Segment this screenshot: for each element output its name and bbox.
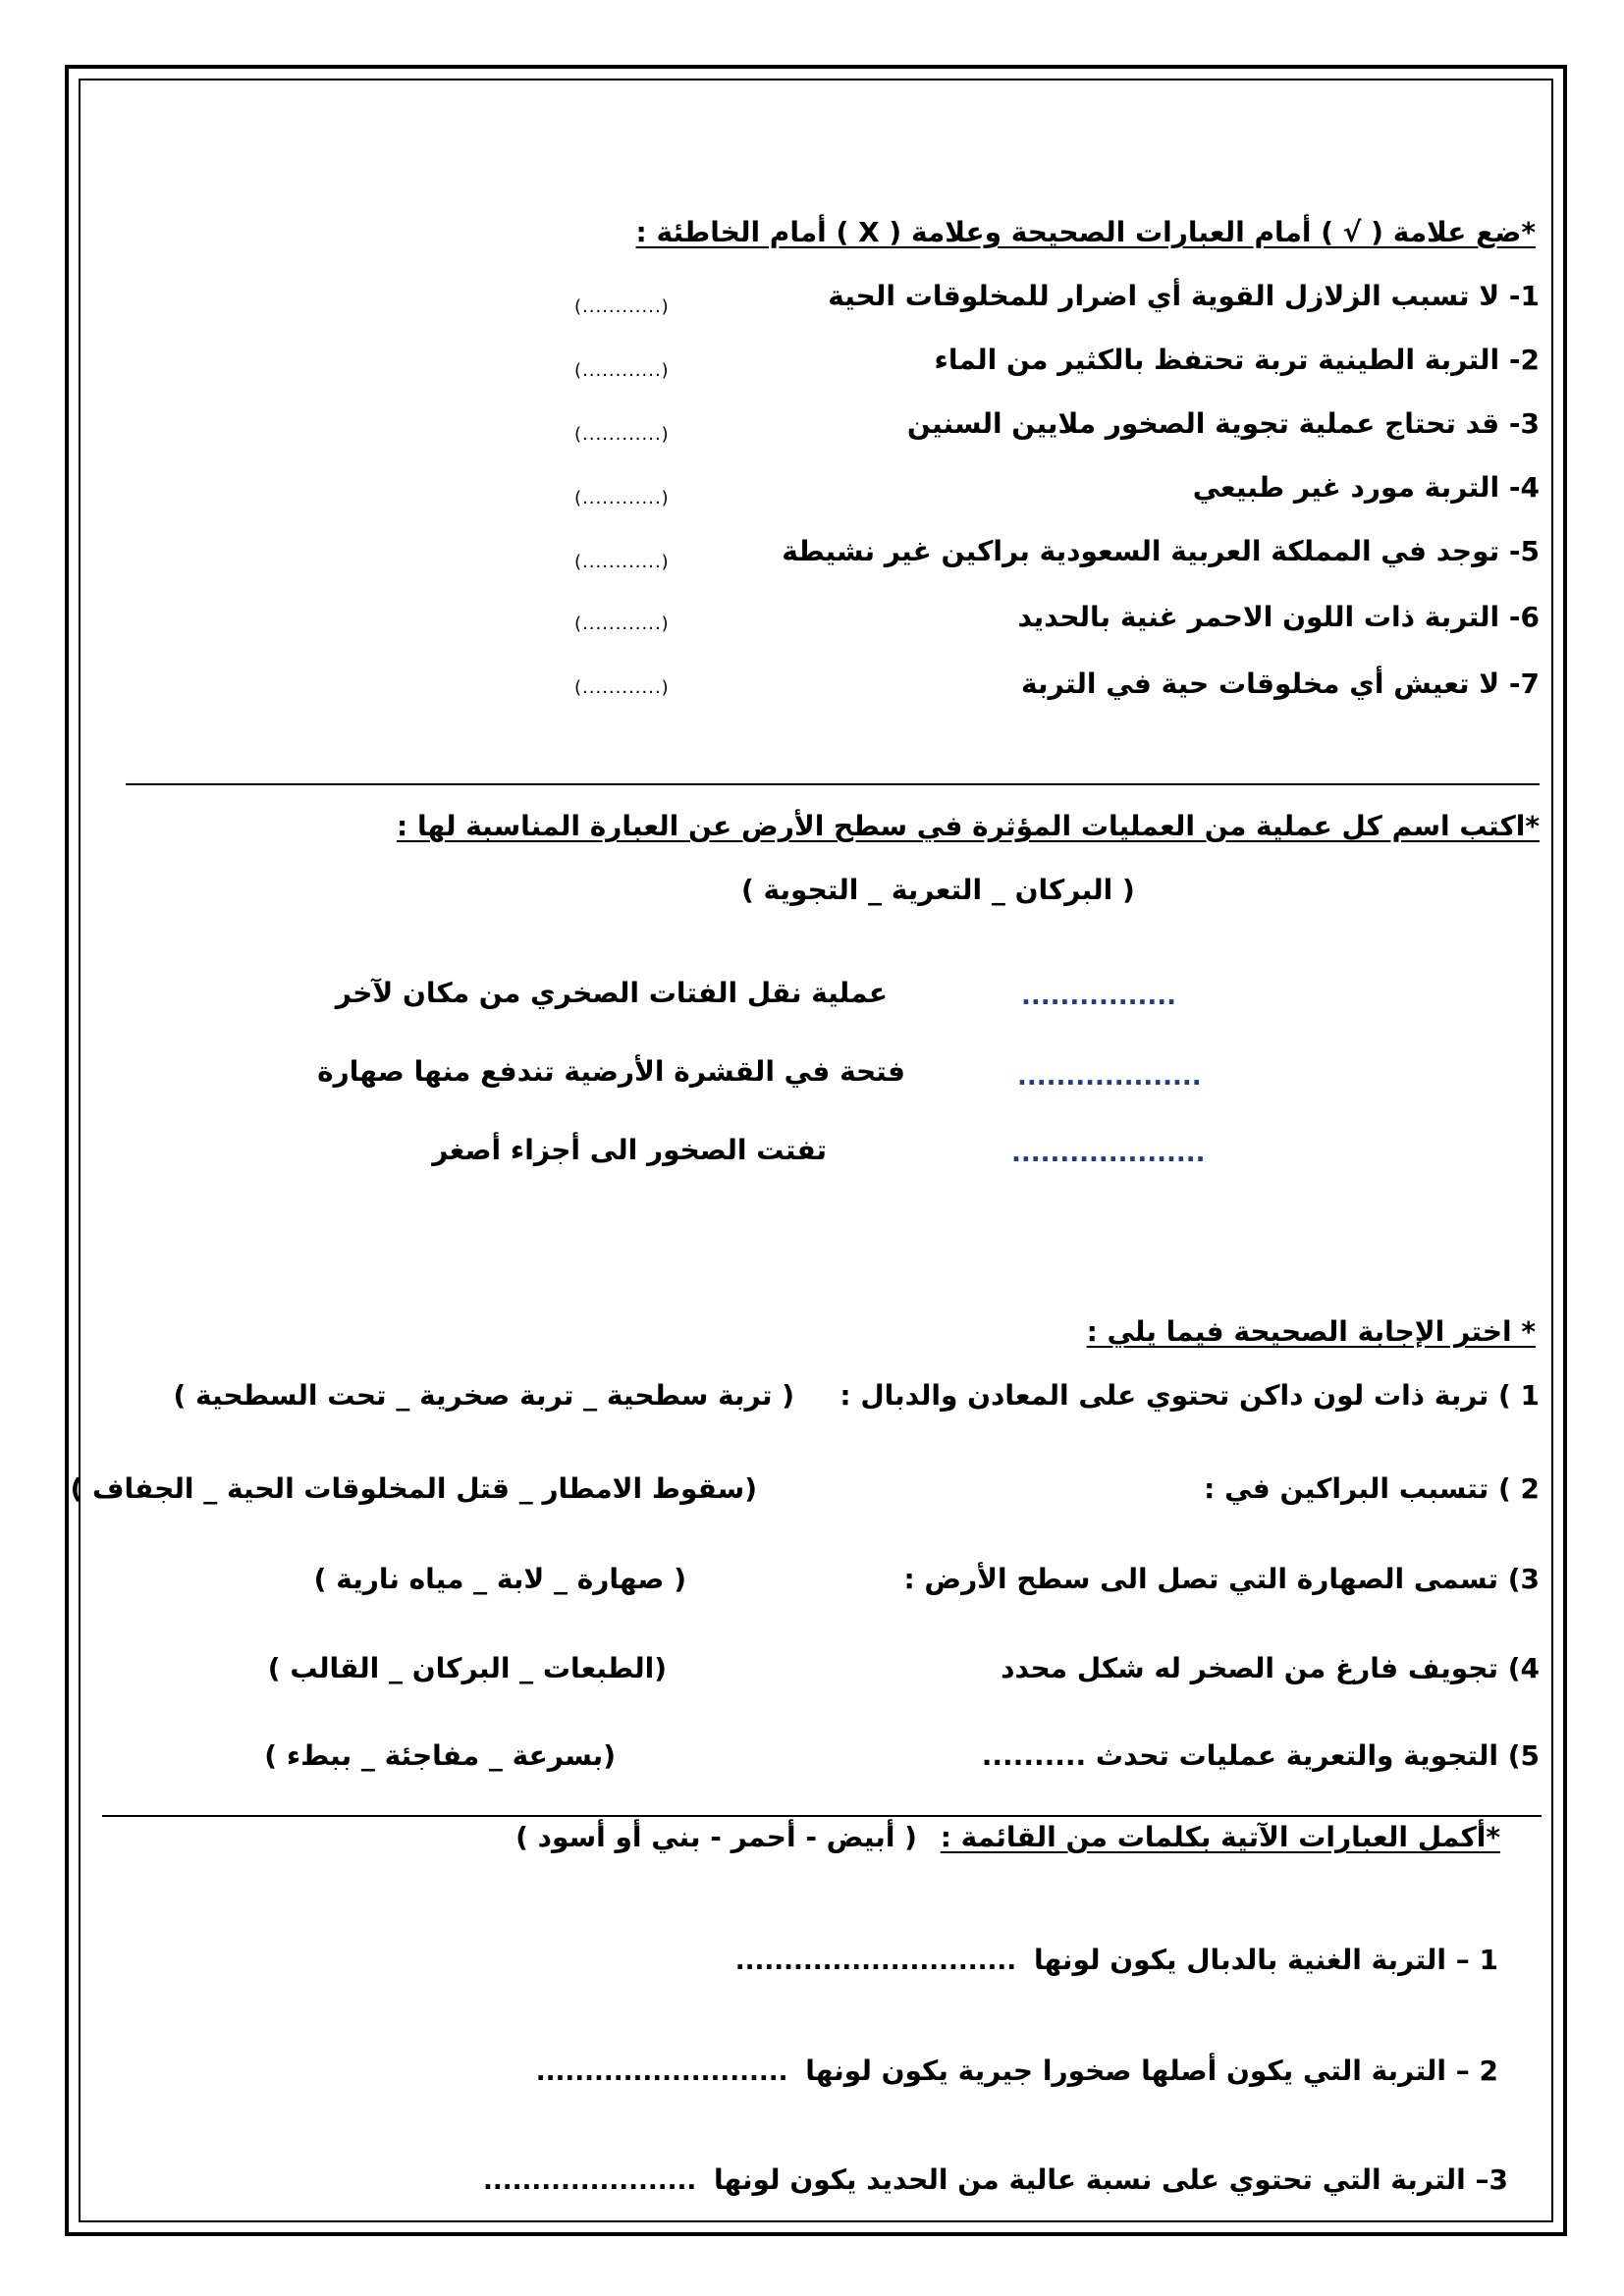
match-item-2: فتحة في القشرة الأرضية تندفع منها صهارة bbox=[317, 1055, 905, 1088]
mcq-question-1: 1 ) تربة ذات لون داكن تحتوي على المعادن والدبال : bbox=[839, 1379, 1540, 1412]
match-item-1: عملية نقل الفتات الصخري من مكان لآخر bbox=[335, 977, 888, 1009]
tf-item-6: 6- التربة ذات اللون الاحمر غنية بالحديد bbox=[1017, 601, 1540, 633]
complete-blank-2[interactable]: .......................... bbox=[535, 2057, 788, 2087]
mcq-question-2: 2 ) تتسبب البراكين في : bbox=[1204, 1472, 1540, 1505]
complete-blank-3[interactable]: ...................... bbox=[482, 2166, 697, 2196]
mcq-options-5[interactable]: (بسرعة _ مفاجئة _ ببطء ) bbox=[264, 1739, 616, 1772]
tf-item-3: 3- قد تحتاج عملية تجوية الصخور ملايين السنين bbox=[906, 407, 1540, 440]
mcq-options-1[interactable]: ( تربة سطحية _ تربة صخرية _ تحت السطحية ) bbox=[173, 1379, 794, 1412]
match-blank-2[interactable]: ................... bbox=[1017, 1062, 1202, 1092]
tf-item-5: 5- توجد في المملكة العربية السعودية براكين غير نشيطة bbox=[782, 535, 1540, 567]
complete-item-3 bbox=[483, 2163, 1508, 2196]
section3-heading-text: * اختر الإجابة الصحيحة فيما يلي : bbox=[1086, 1315, 1536, 1348]
tf-answer-7[interactable]: (............) bbox=[574, 677, 670, 698]
tf-answer-2[interactable]: (............) bbox=[574, 360, 670, 381]
tf-answer-5[interactable]: (............) bbox=[574, 552, 670, 572]
tf-item-1: 1- لا تسبب الزلازل القوية أي اضرار للمخلوقات الحية bbox=[828, 280, 1540, 312]
tf-item-2: 2- التربة الطينية تربة تحتفظ بالكثير من الماء bbox=[934, 344, 1540, 376]
complete-item-2 bbox=[536, 2055, 1498, 2087]
section3-heading bbox=[1087, 1315, 1536, 1348]
mcq-options-2[interactable]: (سقوط الامطار _ قتل المخلوقات الحية _ الجفاف ) bbox=[70, 1472, 757, 1505]
section4-heading-row bbox=[515, 1821, 1500, 1853]
section2-heading: *اكتب اسم كل عملية من العمليات المؤثرة في سطح الأرض عن العبارة المناسبة لها : bbox=[397, 810, 1540, 842]
tf-answer-4[interactable]: (............) bbox=[574, 488, 670, 508]
mcq-options-4[interactable]: (الطبعات _ البركان _ القالب ) bbox=[267, 1652, 667, 1684]
complete-text-2: 2 – التربة التي يكون أصلها صخورا جيرية يكون لونها bbox=[805, 2055, 1498, 2087]
mcq-question-3: 3) تسمى الصهارة التي تصل الى سطح الأرض : bbox=[903, 1563, 1540, 1595]
mcq-question-5: 5) التجوية والتعرية عمليات تحدث .......... bbox=[981, 1739, 1540, 1772]
section2-choices: ( البركان _ التعرية _ التجوية ) bbox=[741, 874, 1135, 906]
section1-heading: *ضع علامة ( √ ) أمام العبارات الصحيحة وعلامة ( X ) أمام الخاطئة : bbox=[635, 216, 1536, 248]
tf-answer-6[interactable]: (............) bbox=[574, 614, 670, 634]
section4-heading: *أكمل العبارات الآتية بكلمات من القائمة : bbox=[940, 1821, 1500, 1853]
tf-answer-1[interactable]: (............) bbox=[574, 296, 670, 317]
complete-item-1 bbox=[735, 1944, 1498, 1976]
tf-answer-3[interactable]: (............) bbox=[574, 424, 670, 445]
complete-text-1: 1 – التربة الغنية بالدبال يكون لونها bbox=[1033, 1944, 1498, 1976]
tf-item-7: 7- لا تعيش أي مخلوقات حية في التربة bbox=[1021, 667, 1540, 700]
complete-text-3: 3– التربة التي تحتوي على نسبة عالية من الحديد يكون لونها bbox=[713, 2163, 1508, 2196]
tf-item-4: 4- التربة مورد غير طبيعي bbox=[1192, 471, 1540, 504]
section4-word-list: ( أبيض - أحمر - بني أو أسود ) bbox=[515, 1821, 917, 1853]
match-item-3: تفتت الصخور الى أجزاء أصغر bbox=[432, 1134, 827, 1166]
mcq-options-3[interactable]: ( صهارة _ لابة _ مياه نارية ) bbox=[313, 1563, 686, 1595]
mcq-question-4: 4) تجويف فارغ من الصخر له شكل محدد bbox=[1001, 1652, 1540, 1684]
match-blank-1[interactable]: ................ bbox=[1021, 982, 1177, 1011]
match-blank-3[interactable]: .................... bbox=[1011, 1139, 1206, 1168]
divider-2 bbox=[102, 1815, 1542, 1817]
divider-1 bbox=[126, 783, 1540, 785]
complete-blank-1[interactable]: ............................. bbox=[734, 1947, 1017, 1976]
